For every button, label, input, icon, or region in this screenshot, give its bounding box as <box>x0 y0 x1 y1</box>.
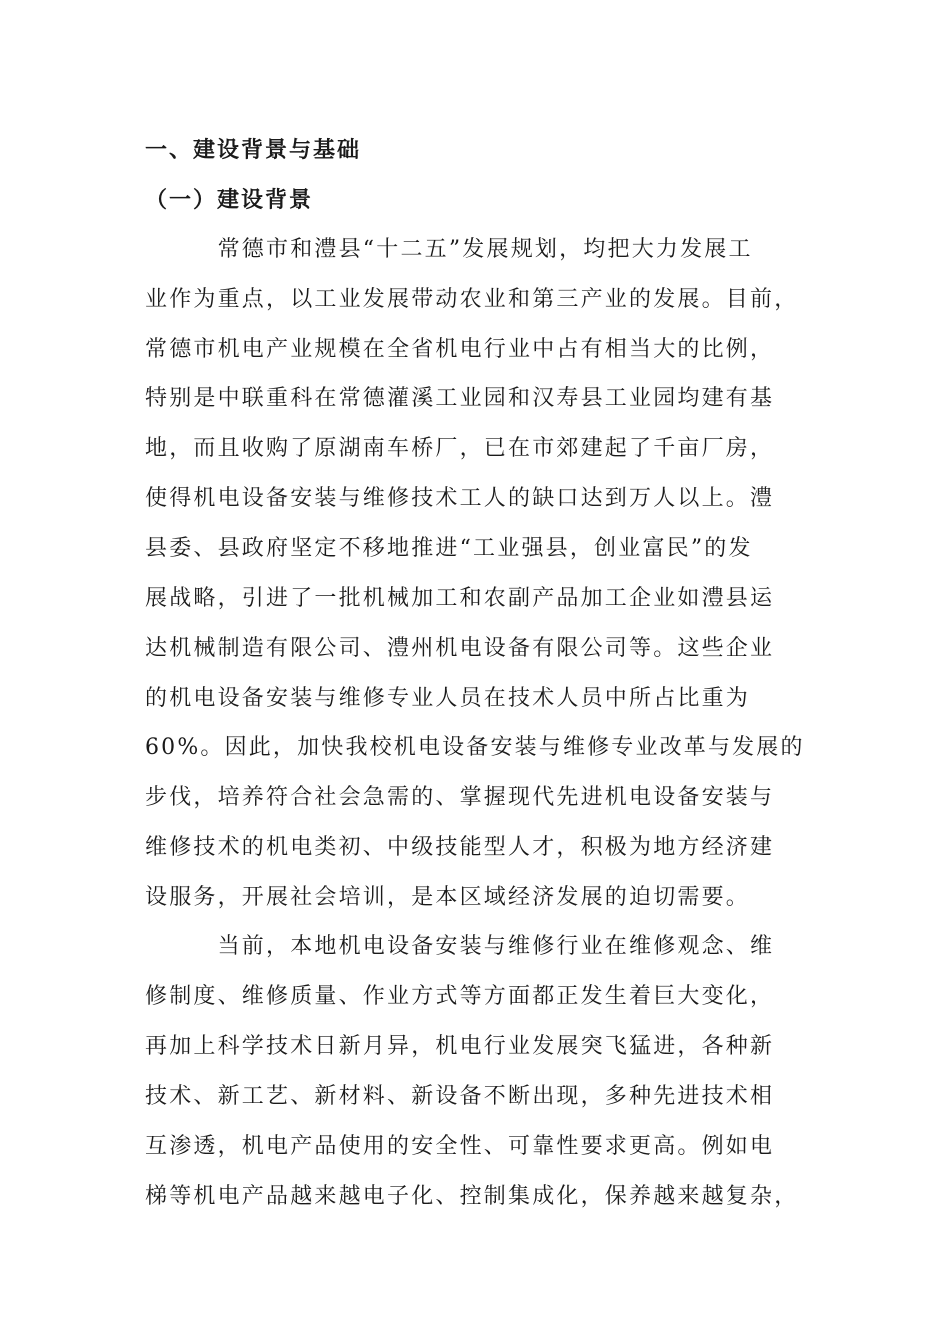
paragraph-line: 常德市机电产业规模在全省机电行业中占有相当大的比例， <box>145 337 775 362</box>
paragraph-line: 当前，本地机电设备安装与维修行业在维修观念、维 <box>145 934 775 959</box>
paragraph-line: 梯等机电产品越来越电子化、控制集成化，保养越来越复杂， <box>145 1184 799 1209</box>
paragraph-line: 步伐，培养符合社会急需的、掌握现代先进机电设备安装与 <box>145 785 775 810</box>
paragraph-line: 使得机电设备安装与维修技术工人的缺口达到万人以上。澧 <box>145 486 775 511</box>
paragraph-line: 特别是中联重科在常德灌溪工业园和汉寿县工业园均建有基 <box>145 386 775 411</box>
paragraph-line: 常德市和澧县“十二五”发展规划，均把大力发展工 <box>145 237 753 262</box>
paragraph-line: 60%。因此，加快我校机电设备安装与维修专业改革与发展的 <box>145 735 805 760</box>
paragraph-line: 技术、新工艺、新材料、新设备不断出现，多种先进技术相 <box>145 1084 775 1109</box>
paragraph-line: 达机械制造有限公司、澧州机电设备有限公司等。这些企业 <box>145 636 775 661</box>
paragraph-line: 展战略，引进了一批机械加工和农副产品加工企业如澧县运 <box>145 586 775 611</box>
paragraph-line: 地，而且收购了原湖南车桥厂，已在市郊建起了千亩厂房， <box>145 436 775 461</box>
paragraph-line: 业作为重点，以工业发展带动农业和第三产业的发展。目前， <box>145 287 799 312</box>
paragraph-line: 设服务，开展社会培训，是本区域经济发展的迫切需要。 <box>145 885 751 910</box>
paragraph-line: 再加上科学技术日新月异，机电行业发展突飞猛进，各种新 <box>145 1034 775 1059</box>
subsection-heading: （一）建设背景 <box>145 188 314 213</box>
paragraph-line: 的机电设备安装与维修专业人员在技术人员中所占比重为 <box>145 686 751 711</box>
paragraph-line: 县委、县政府坚定不移地推进“工业强县，创业富民”的发 <box>145 536 753 561</box>
paragraph-line: 互渗透，机电产品使用的安全性、可靠性要求更高。例如电 <box>145 1134 775 1159</box>
paragraph-line: 修制度、维修质量、作业方式等方面都正发生着巨大变化， <box>145 984 775 1009</box>
paragraph-line: 维修技术的机电类初、中级技能型人才，积极为地方经济建 <box>145 835 775 860</box>
section-heading: 一、建设背景与基础 <box>145 138 362 163</box>
